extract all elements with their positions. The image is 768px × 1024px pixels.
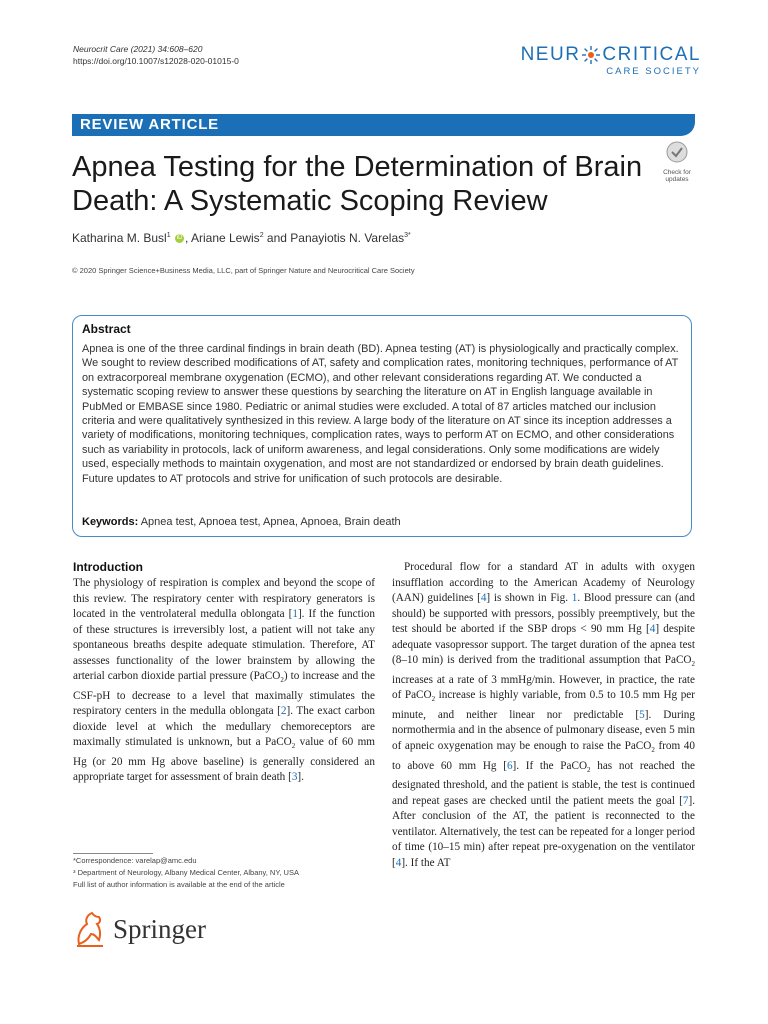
ref-link[interactable]: 1 bbox=[292, 608, 298, 620]
author-2[interactable]: , Ariane Lewis bbox=[184, 231, 260, 245]
author-1[interactable]: Katharina M. Busl bbox=[72, 231, 167, 245]
procedure-paragraph: Procedural flow for a standard AT in adults with oxygen insufflation according to the American Academy of Neurology (AAN) guidelines [4] is shown in Fig. 1. Blood pressure can (and should) be supported with pressors, possibly preemptively, but the test should be aborted if the SBP drops < 90 mm Hg [4] despite adequate vasopressor support. The target duration of the apnea test (8–10 min) is derived from the traditional assumption that PaCO$_2$ increases at a rate of 3 mmHg/min. However, in practice, the rate of PaCO$_2$ increase is highly variable, from 0.5 to 10.5 mm Hg per minute, and neither linear nor predictable [5]. During normothermia and in the absence of pulmonary disease, even 5 min of apneic oxygenation may be enough to raise the PaCO$_2$ from 40 to above 60 mm Hg [6]. If the PaCO$_2$ has not reached the designated threshold, and the patient is stable, the test is continued and repeat gases are checked until the patient meets the goal [7]. After conclusion of the AT, the patient is reconnected to the ventilator. Alternatively, the test can be repeated for a longer period of time (10–15 min) after repeat pre-oxygenation on the ventilator [4]. If the AT bbox=[392, 561, 696, 869]
author-1-affil: 1 bbox=[166, 232, 171, 239]
author-3-affil: 3* bbox=[404, 232, 411, 239]
ref-link[interactable]: 2 bbox=[280, 705, 287, 718]
figure-link[interactable]: 1 bbox=[571, 592, 578, 604]
ref-link[interactable]: 4 bbox=[395, 856, 402, 869]
check-for-updates-icon bbox=[665, 140, 689, 164]
intro-heading: Introduction bbox=[73, 560, 143, 574]
check-for-updates-button[interactable] bbox=[659, 140, 695, 183]
society-word-left: NEUR bbox=[520, 44, 581, 65]
ncs-logo-icon bbox=[581, 45, 601, 65]
ref-link[interactable]: 6 bbox=[506, 759, 513, 772]
ref-link[interactable]: 4 bbox=[480, 592, 487, 604]
correspondence-line[interactable]: *Correspondence: varelap@amc.edu bbox=[73, 856, 197, 865]
keywords-list: Apnea test, Apnoea test, Apnea, Apnoea, Brain death bbox=[140, 516, 401, 528]
copyright-line: © 2020 Springer Science+Business Media, LLC, part of Springer Nature and Neurocritical Care Society bbox=[72, 266, 415, 275]
ref-link[interactable]: 7 bbox=[682, 794, 689, 807]
abstract-heading: Abstract bbox=[82, 322, 131, 336]
journal-citation: Neurocrit Care (2021) 34:608–620 bbox=[73, 44, 203, 54]
orcid-icon[interactable]: iD bbox=[176, 235, 183, 242]
ref-link[interactable]: 3 bbox=[291, 771, 298, 784]
publisher-logo[interactable] bbox=[73, 910, 233, 954]
author-2-affil: 2 bbox=[259, 232, 264, 239]
keywords-label: Keywords: bbox=[82, 516, 139, 528]
doi-link[interactable]: https://doi.org/10.1007/s12028-020-01015-0 bbox=[73, 56, 239, 66]
ref-link[interactable]: 5 bbox=[639, 708, 645, 721]
check-updates-line2: updates bbox=[665, 176, 689, 183]
abstract-text: Apnea is one of the three cardinal findings in brain death (BD). Apnea testing (AT) is physiologically and practically complex. We sought to review described modifications of AT, safety and complication rates, monitoring techniques, performance of AT on extracorporeal membrane oxygenation (ECMO), and other relevant considerations regarding AT. We conducted a systematic scoping review to answer these questions by searching the literature on AT in English language available in PubMed or EMBASE since 1980. Pediatric or animal studies were excluded. A total of 87 articles matched our inclusion criteria and were qualitatively synthesized in this review. A large body of the literature on AT since its inception addresses a variety of modifications, monitoring techniques, complication rates, ways to perform AT on ECMO, and other considerations such as variability in protocols, lack of uniform awareness, and legal considerations. Only some modifications are widely used, especially methods to maintain oxygenation, and most are not standardized or endorsed by brain death guidelines. Future updates to AT protocols and strive for unification of such protocols are desirable. bbox=[82, 343, 679, 485]
society-logo[interactable] bbox=[511, 44, 701, 82]
affiliation-line: ³ Department of Neurology, Albany Medical Center, Albany, NY, USA bbox=[73, 868, 299, 877]
keywords-line bbox=[82, 516, 401, 528]
publisher-name: Springer bbox=[113, 913, 206, 944]
footnote-divider bbox=[73, 853, 153, 854]
author-info-note: Full list of author information is available at the end of the article bbox=[73, 880, 285, 889]
check-updates-line1: Check for bbox=[663, 169, 691, 176]
article-title: Apnea Testing for the Determination of Brain Death: A Systematic Scoping Review bbox=[72, 151, 643, 217]
springer-horse-icon bbox=[73, 910, 107, 948]
author-list bbox=[72, 231, 411, 245]
article-type-label: REVIEW ARTICLE bbox=[80, 116, 219, 133]
society-sub: CARE SOCIETY bbox=[606, 66, 701, 77]
author-3[interactable]: and Panayiotis N. Varelas bbox=[263, 231, 405, 245]
intro-paragraph: The physiology of respiration is complex and beyond the scope of this review. The respiratory center with respiratory generators is located in the ventrolateral medulla oblongata [1]. If the function of these structures is irreversibly lost, a patient will not take any spontaneous breaths despite adequate stimulation. Therefore, AT assesses functionality of the lower brainstem by allowing the arterial carbon dioxide partial pressure (PaCO$_2$) to increase and the CSF-pH to decrease to a level that maximally stimulates the respiratory centers in the medulla oblongata [2]. The exact carbon dioxide level at which the medullary chemoreceptors are maximally stimulated is unknown, but a PaCO$_2$ value of 60 mm Hg (or 20 mm Hg above baseline) is generally considered an appropriate target for assessment of brain death [3]. bbox=[73, 577, 376, 784]
society-word-right: CRITICAL bbox=[602, 44, 701, 65]
footnotes bbox=[73, 855, 299, 891]
ref-link[interactable]: 4 bbox=[649, 623, 656, 635]
